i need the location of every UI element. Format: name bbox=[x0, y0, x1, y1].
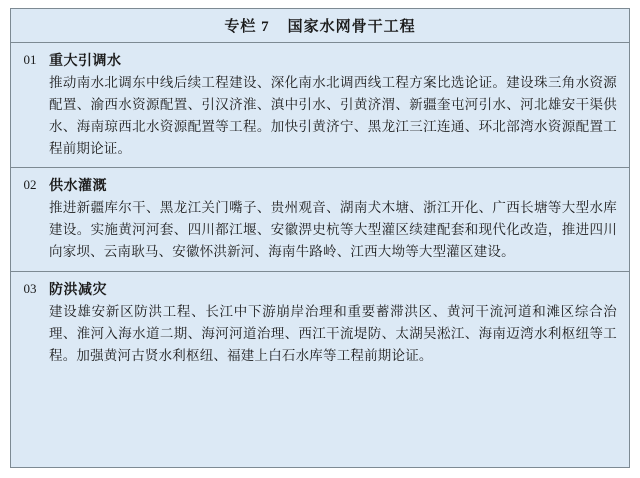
section-text: 推进新疆库尔干、黑龙江关门嘴子、贵州观音、湖南犬木塘、浙江开化、广西长塘等大型水库建设。实施黄河河套、四川都江堰、安徽淠史杭等大型灌区续建配套和现代化改造，推进四川向家坝、云南耿马、安徽怀洪新河、海南牛路岭、江西大坳等大型灌区建设。 bbox=[49, 200, 617, 260]
section-row bbox=[11, 43, 629, 168]
section-row bbox=[11, 168, 629, 272]
section-heading: 供水灌溉 bbox=[49, 179, 107, 195]
section-content bbox=[49, 272, 629, 375]
section-row bbox=[11, 272, 629, 375]
feature-box bbox=[10, 8, 630, 468]
section-text: 建设雄安新区防洪工程、长江中下游崩岸治理和重要蓄滞洪区、黄河干流河道和滩区综合治理、淮河入海水道二期、海河河道治理、西江干流堤防、太湖吴淞江、海南迈湾水利枢纽等工程。加强黄河古贤水利枢纽、福建上白石水库等工程前期论证。 bbox=[49, 304, 617, 363]
box-title-name: 国家水网骨干工程 bbox=[287, 19, 416, 35]
section-content bbox=[49, 168, 629, 271]
box-title bbox=[11, 9, 629, 43]
section-heading: 重大引调水 bbox=[49, 54, 122, 69]
section-number: 01 bbox=[23, 52, 37, 67]
section-heading: 防洪减灾 bbox=[49, 283, 107, 299]
section-content bbox=[49, 43, 629, 167]
box-body bbox=[11, 43, 629, 467]
section-number: 03 bbox=[23, 281, 37, 297]
section-number: 02 bbox=[23, 177, 37, 193]
box-title-label: 专栏 7 bbox=[224, 19, 270, 35]
section-text: 推动南水北调东中线后续工程建设、深化南水北调西线工程方案比选论证。建设珠三角水资源配置、渝西水资源配置、引汉济淮、滇中引水、引黄济渭、新疆奎屯河引水、河北雄安干渠供水、海南琼西北水资源配置等工程。加快引黄济宁、黑龙江三江连通、环北部湾水资源配置工程前期论证。 bbox=[49, 75, 617, 156]
